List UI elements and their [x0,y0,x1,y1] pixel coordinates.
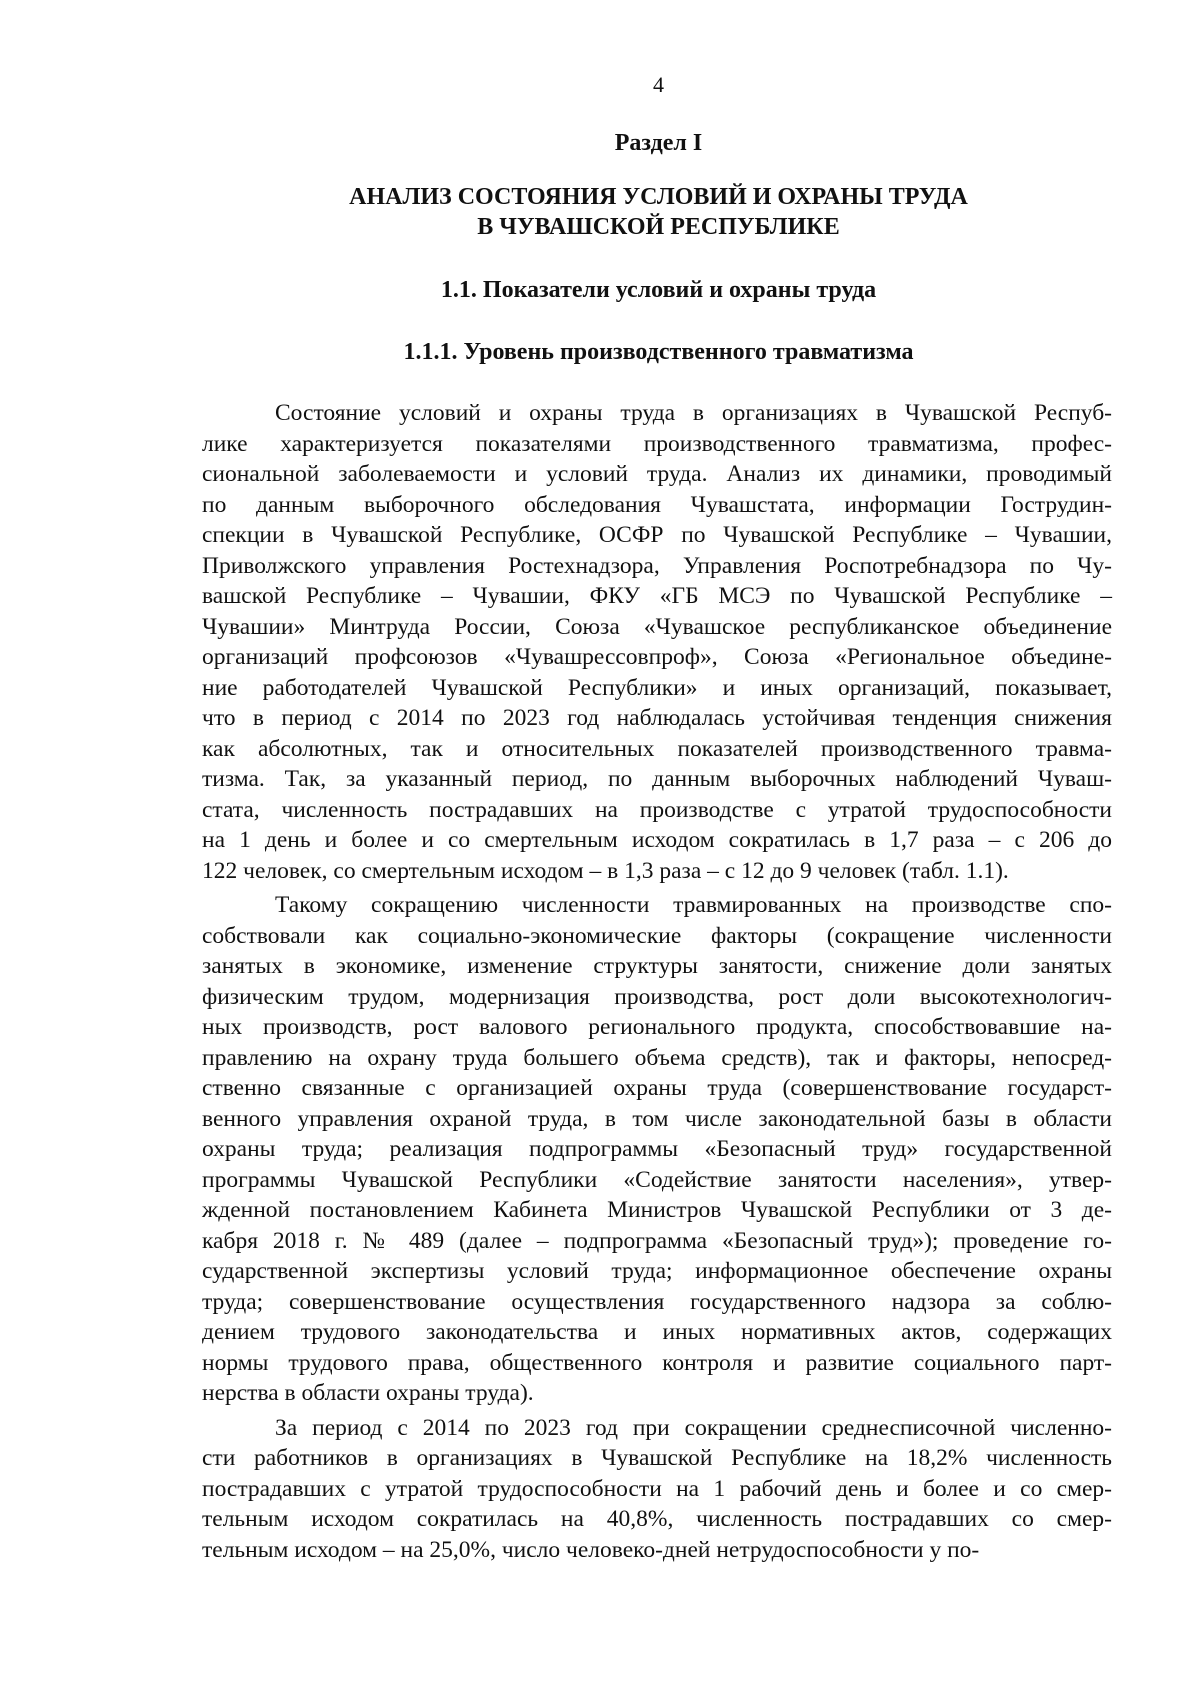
paragraph-line: сударственной экспертизы условий труда; информационное обеспечение охраны [202,1258,1112,1284]
paragraph-line: тизма. Так, за указанный период, по данным выборочных наблюдений Чуваш- [202,766,1112,792]
paragraph-line: Чувашии» Минтруда России, Союза «Чувашское республиканское объединение [202,613,1112,640]
paragraph-line: ние работодателей Чувашской Республики» и иных организаций, показывает, [202,674,1112,701]
document-title [0,182,1200,242]
paragraph-line: организаций профсоюзов «Чувашрессовпроф», Союза «Региональное объедине- [202,644,1112,670]
paragraph-line: труда; совершенствование осуществления государственного надзора за соблю- [202,1288,1112,1315]
paragraph [202,1413,1112,1566]
paragraph [202,890,1112,1409]
paragraph-line: венного управления охраной труда, в том числе законодательной базы в области [202,1105,1112,1132]
title-line-1: АНАЛИЗ СОСТОЯНИЯ УСЛОВИЙ И ОХРАНЫ ТРУДА [349,184,968,210]
title-line-2: В ЧУВАШСКОЙ РЕСПУБЛИКЕ [477,214,840,240]
page-number: 4 [653,72,664,97]
paragraph-line: программы Чувашской Республики «Содействие занятости населения», утвер- [202,1166,1112,1193]
paragraph-line: спекции в Чувашской Республике, ОСФР по Чувашской Республике – Чувашии, [202,522,1112,548]
paragraph-line: кабря 2018 г. № 489 (далее – подпрограмма «Безопасный труд»); проведение го- [202,1227,1112,1254]
paragraph-line: тельным исходом – на 25,0%, число человеко-дней нетрудоспособности у по- [202,1536,980,1563]
section-label: Раздел I [614,130,703,156]
paragraph-line: занятых в экономике, изменение структуры занятости, снижение доли занятых [202,953,1112,979]
subsubsection-heading: 1.1.1. Уровень производственного травматизма [403,339,914,365]
paragraph-line: физическим трудом, модернизация производства, рост доли высокотехнологич- [202,983,1112,1010]
paragraph-line: За период с 2014 по 2023 год при сокращении среднесписочной численно- [275,1414,1112,1441]
paragraph-line: правлению на охрану труда большего объема средств), так и факторы, непосред- [202,1044,1112,1071]
paragraph-line: на 1 день и более и со смертельным исходом сократилась в 1,7 раза – с 206 до [202,827,1112,853]
paragraph [202,398,1112,886]
subsection-heading: 1.1. Показатели условий и охраны труда [440,277,877,303]
paragraph-line: дением трудового законодательства и иных нормативных актов, содержащих [202,1319,1112,1345]
paragraph-line: Такому сокращению численности травмированных на производстве спо- [275,892,1112,918]
paragraph-line: нерства в области охраны труда). [202,1380,534,1406]
paragraph-line: Состояние условий и охраны труда в организациях в Чувашской Респуб- [275,400,1112,426]
paragraph-line: как абсолютных, так и относительных показателей производственного травма- [202,735,1112,762]
paragraph-line: 122 человек, со смертельным исходом – в 1,3 раза – с 12 до 9 человек (табл. 1.1). [202,857,1009,884]
paragraph-line: сиональной заболеваемости и условий труда. Анализ их динамики, проводимый [202,461,1112,487]
paragraph-line: стата, численность пострадавших на производстве с утратой трудоспособности [202,796,1112,823]
paragraph-line: по данным выборочного обследования Чувашстата, информации Гострудин- [202,491,1112,518]
paragraph-line: что в период с 2014 по 2023 год наблюдалась устойчивая тенденция снижения [202,705,1112,731]
paragraph-line: охраны труда; реализация подпрограммы «Безопасный труд» государственной [202,1136,1112,1162]
paragraph-line: вашской Республике – Чувашии, ФКУ «ГБ МСЭ по Чувашской Республике – [202,583,1112,609]
paragraph-line: лике характеризуется показателями производственного травматизма, профес- [202,430,1112,457]
body-text [202,398,1112,1565]
paragraph-line: жденной постановлением Кабинета Министров Чувашской Республики от 3 де- [202,1197,1112,1223]
paragraph-line: тельным исходом сократилась на 40,8%, численность пострадавших со смер- [202,1506,1112,1532]
paragraph-line: ственно связанные с организацией охраны труда (совершенствование государст- [202,1075,1112,1101]
paragraph-line: нормы трудового права, общественного контроля и развитие социального парт- [202,1349,1112,1376]
paragraph-line: Приволжского управления Ростехнадзора, Управления Роспотребнадзора по Чу- [202,552,1112,579]
paragraph-line: собствовали как социально-экономические факторы (сокращение численности [202,922,1112,949]
paragraph-line: ных производств, рост валового регионального продукта, способствовавшие на- [202,1014,1112,1040]
paragraph-line: пострадавших с утратой трудоспособности на 1 рабочий день и более и со смер- [202,1475,1112,1502]
paragraph-line: сти работников в организациях в Чувашской Республике на 18,2% численность [202,1445,1112,1471]
